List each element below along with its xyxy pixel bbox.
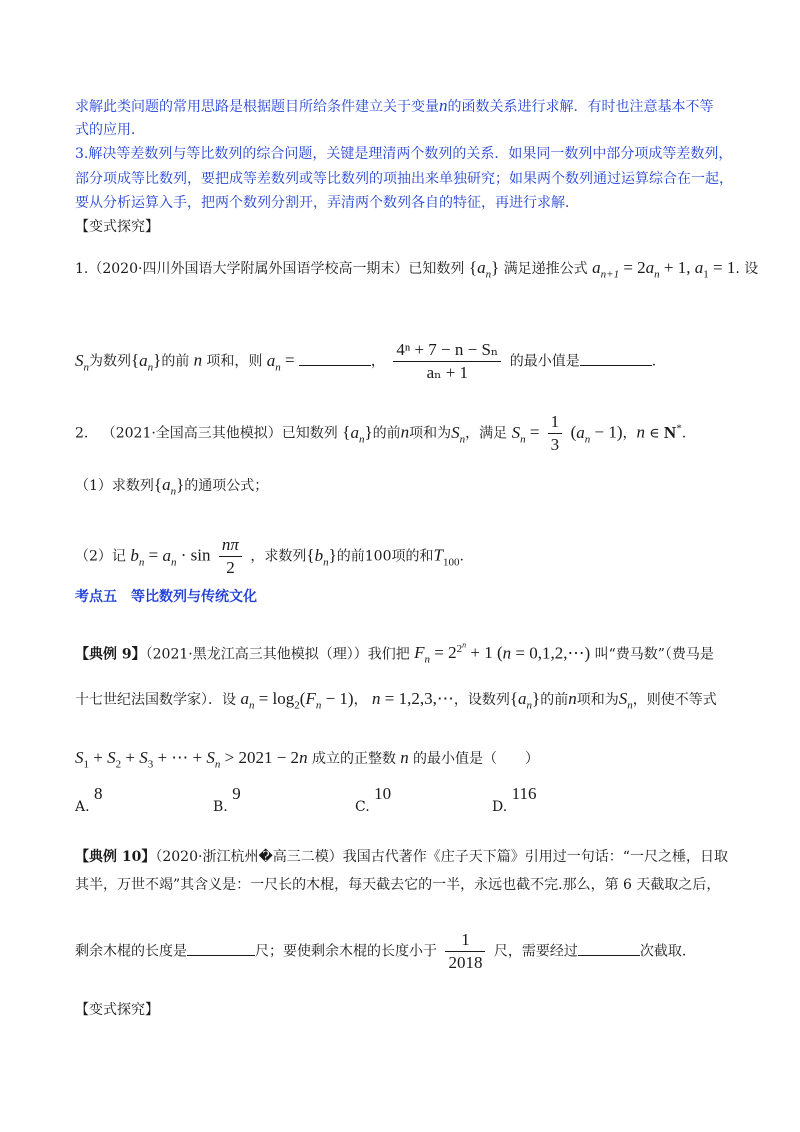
example-9-line-3: $S_1 + S_2 + S_3$ + ⋯ + $S_n > 2021 - 2n$ 成立的正整数 n 的最小值是（ ） <box>75 748 540 771</box>
option-a[interactable]: A. 8 <box>75 784 103 815</box>
intro-line-1: 求解此类问题的常用思路是根据题目所给条件建立关于变量n的函数关系进行求解．有时也注意基本不等 <box>75 96 714 115</box>
example-9-line-2: 十七世纪法国数学家）．设 $a_n = \log_2(F_n - 1)$， n = 1,2,3,⋯，设数列$\{a_n\}$的前n项和为$S_n$，则使不等式 <box>75 689 717 712</box>
intro-item3-line-1: 3.解决等差数列与等比数列的综合问题，关键是理清两个数列的关系．如果同一数列中部分项成等差数列， <box>75 146 733 162</box>
example-9-line-1: 【典例 9】（2021·黑龙江高三其他模拟（理））我们把 $F_n = 2^{2^n} + 1$ (n = 0,1,2,⋯) 叫“费马数”（费马是 <box>75 640 714 666</box>
answer-blank-length[interactable] <box>187 941 255 956</box>
variant-header-2: 【变式探究】 <box>75 1002 159 1018</box>
question-2-part-1: （1）求数列$\{a_n\}$的通项公式； <box>75 475 269 498</box>
question-1-line-1: 1.（2020·四川外国语大学附属外国语学校高一期末）已知数列 $\{a_n\}$ 满足递推公式 $a_{n+1} = 2a_n + 1$, $a_1 = 1$. 设 <box>75 258 759 281</box>
variant-header: 【变式探究】 <box>75 219 159 235</box>
fraction-1-2018: $\frac{1}{2018}$ <box>445 930 485 973</box>
intro-item3-line-2: 部分项成等比数列，要把成等差数列或等比数列的项抽出来单独研究；如果两个数列通过运算综合在一起， <box>75 171 733 187</box>
question-2-line-1: 2. （2021·全国高三其他模拟）已知数列 $\{a_n\}$的前n项和为$S_n$，满足 $S_n$ = $\frac{1}{3}$ $(a_n - 1)$，n ∈ N*. <box>75 412 687 454</box>
fraction-one-third: $\frac{1}{3}$ <box>548 412 563 455</box>
option-d[interactable]: D. 116 <box>492 784 537 815</box>
example-10-line-3: 剩余木棍的长度是 尺；要使剩余木棍的长度小于 $\frac{1}{2018}$ 尺，需要经过 次截取. <box>75 930 687 972</box>
answer-blank-an[interactable] <box>299 351 371 366</box>
option-c[interactable]: C. 10 <box>355 784 392 815</box>
answer-blank-min[interactable] <box>580 351 652 366</box>
intro-line-2: 式的应用． <box>75 122 145 138</box>
question-2-part-2: （2）记 $b_n = a_n \cdot \sin$ $\frac{n\pi}{2}$ ，求数列$\{b_n\}$的前100项的和$T_{100}$. <box>75 535 464 577</box>
fraction-expression: $\frac{\text{4ⁿ + 7 − n − Sₙ}}{\text{aₙ + 1}}$ <box>393 340 501 383</box>
example-10-line-1: 【典例 10】（2020·浙江杭州�高三二模）我国古代著作《庄子天下篇》引用过一句话：“一尺之棰，日取 <box>75 849 728 865</box>
option-b[interactable]: B. 9 <box>213 784 241 815</box>
example-10-line-2: 其半，万世不竭”其含义是：一尺长的木棍，每天截去它的一半，永远也截不完.那么，第 6 天截取之后， <box>75 877 721 893</box>
fraction-npi-2: $\frac{n\pi}{2}$ <box>219 535 242 578</box>
question-1-line-2: $S_n$为数列$\{a_n\}$的前 n 项和，则 $a_n$ = ， $\frac{\text{4ⁿ + 7 − n − Sₙ}}{\text{aₙ + 1}}$ 的最小值是 . <box>75 340 657 382</box>
section-title: 考点五 等比数列与传统文化 <box>75 589 257 605</box>
answer-blank-count[interactable] <box>578 941 640 956</box>
intro-item3-line-3: 要从分析运算入手，把两个数列分割开，弄清两个数列各自的特征，再进行求解． <box>75 195 579 211</box>
